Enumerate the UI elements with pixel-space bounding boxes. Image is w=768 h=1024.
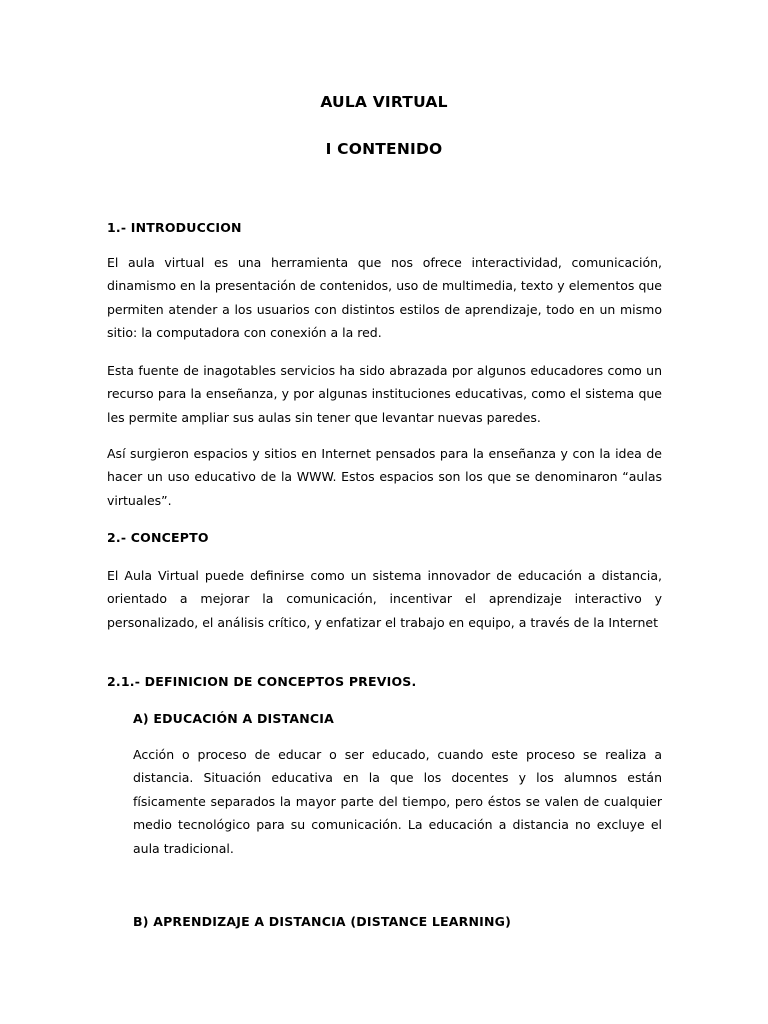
paragraph-intro-3: Así surgieron espacios y sitios en Internet pensados para la enseñanza y con la idea de hacer un uso educativo de la WWW. Estos espacios son los que se denominaron “aulas virtuales”.	[107, 446, 662, 508]
paragraph-intro-2: Esta fuente de inagotables servicios ha sido abrazada por algunos educadores como un recurso para la enseñanza, y por algunas instituciones educativas, como el sistema que les permite ampliar sus aulas sin tener que levantar nuevas paredes.	[107, 363, 662, 425]
section-heading-concepto: 2.- CONCEPTO	[107, 530, 209, 545]
section-heading-definicion: 2.1.- DEFINICION DE CONCEPTOS PREVIOS.	[107, 674, 417, 689]
paragraph-concepto: El Aula Virtual puede definirse como un sistema innovador de educación a distancia, orientado a mejorar la comunicación, incentivar el aprendizaje interactivo y personalizado, el análisis crítico, y enfatizar el trabajo en equipo, a través de la Internet	[107, 568, 662, 630]
subsection-heading-aprendizaje-a-distancia: B) APRENDIZAJE A DISTANCIA (DISTANCE LEARNING)	[133, 914, 512, 929]
section-heading-introduccion: 1.- INTRODUCCION	[107, 220, 242, 235]
paragraph-intro-1: El aula virtual es una herramienta que nos ofrece interactividad, comunicación, dinamismo en la presentación de contenidos, uso de multimedia, texto y elementos que permiten atender a los usuarios con distintos estilos de aprendizaje, todo en un mismo sitio: la computadora con conexión a la red.	[107, 255, 662, 341]
document-subtitle: I CONTENIDO	[325, 140, 443, 158]
subsection-heading-educacion-a-distancia: A) EDUCACIÓN A DISTANCIA	[133, 711, 334, 726]
paragraph-educacion-a-distancia: Acción o proceso de educar o ser educado, cuando este proceso se realiza a distancia. Situación educativa en la que los docentes y los alumnos están físicamente separados la mayor parte del tiempo, pero éstos se valen de cualquier medio tecnológico para su comunicación. La educación a distancia no excluye el aula tradicional.	[133, 747, 662, 856]
document-title: AULA VIRTUAL	[320, 93, 448, 111]
